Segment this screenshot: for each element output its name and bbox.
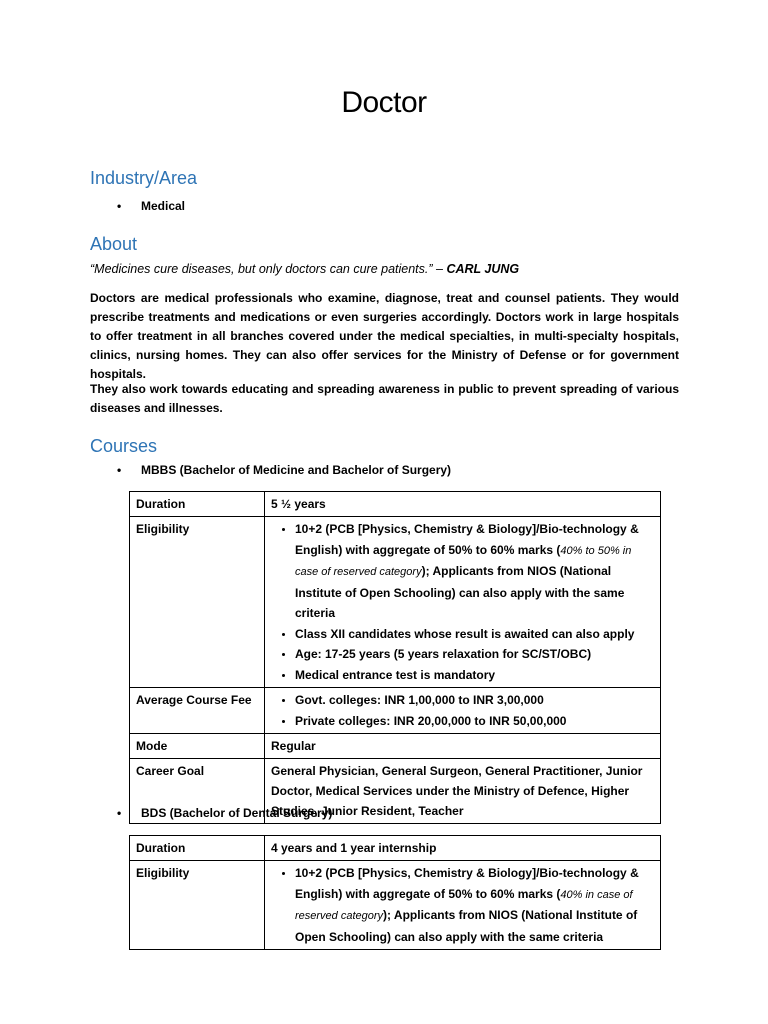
table-key: Career Goal bbox=[130, 759, 265, 824]
list-item: • Age: 17-25 years (5 years relaxation for SC/ST/OBC) bbox=[295, 644, 654, 665]
courses-heading: Courses bbox=[90, 436, 158, 456]
table-row bbox=[130, 688, 661, 734]
list-item: • 10+2 (PCB [Physics, Chemistry & Biology]/Bio-technology & English) with aggregate of 50% to 60% marks (40% in case of reserved category); Applicants from NIOS (National Institute of Open Schooling) can also apply with the same criteria bbox=[295, 863, 654, 947]
table-key: Eligibility bbox=[130, 517, 265, 688]
course-bds-item bbox=[117, 806, 333, 820]
eligibility-list bbox=[271, 519, 654, 685]
mbbs-table bbox=[129, 491, 661, 824]
table-row bbox=[130, 861, 661, 950]
industry-item bbox=[117, 199, 186, 213]
table-key: Eligibility bbox=[130, 861, 265, 950]
list-item: • Medical entrance test is mandatory bbox=[295, 665, 654, 686]
about-quote bbox=[90, 262, 519, 276]
page-title: Doctor bbox=[341, 86, 427, 119]
table-key: Average Course Fee bbox=[130, 688, 265, 734]
list-item: • Class XII candidates whose result is awaited can also apply bbox=[295, 624, 654, 645]
course-mbbs-item bbox=[117, 463, 452, 477]
table-row bbox=[130, 492, 661, 517]
industry-item-label: Medical bbox=[141, 199, 186, 213]
about-paragraph-1: Doctors are medical professionals who examine, diagnose, treat and counsel patients. They would prescribe treatments and medications or even surgeries accordingly. Doctors work in large hospitals to offer treatment in all branches covered under the medical specialties, in multi-specialty hospitals, clinics, nursing homes. They can also offer services for the Ministry of Defense or for government hospitals. bbox=[90, 291, 679, 381]
table-row bbox=[130, 517, 661, 688]
table-value bbox=[265, 688, 661, 734]
industry-heading: Industry/Area bbox=[90, 168, 198, 188]
table-value: 5 ½ years bbox=[265, 492, 661, 517]
about-paragraph-2: They also work towards educating and spreading awareness in public to prevent spreading of various diseases and illnesses. bbox=[90, 382, 679, 415]
table-key: Duration bbox=[130, 492, 265, 517]
table-row bbox=[130, 734, 661, 759]
table-key: Mode bbox=[130, 734, 265, 759]
bds-table bbox=[129, 835, 661, 950]
table-value: General Physician, General Surgeon, General Practitioner, Junior Doctor, Medical Services under the Ministry of Defence, Higher Studies, Junior Resident, Teacher bbox=[265, 759, 661, 824]
table-value: 4 years and 1 year internship bbox=[265, 836, 661, 861]
eligibility-list bbox=[271, 863, 654, 947]
quote-text: “Medicines cure diseases, but only doctors can cure patients.” – bbox=[90, 262, 447, 276]
quote-author: CARL JUNG bbox=[446, 262, 520, 276]
bullet-icon: • bbox=[117, 463, 122, 477]
bullet-icon: • bbox=[117, 806, 122, 820]
course-bds-title: BDS (Bachelor of Dental Surgery) bbox=[141, 806, 333, 820]
list-item: • 10+2 (PCB [Physics, Chemistry & Biology]/Bio-technology & English) with aggregate of 50% to 60% marks (40% to 50% in case of reserved category); Applicants from NIOS (National Institute of Open Schooling) can also apply with the same criteria bbox=[295, 519, 654, 624]
table-value bbox=[265, 861, 661, 950]
table-row bbox=[130, 836, 661, 861]
table-value bbox=[265, 517, 661, 688]
list-item: • Private colleges: INR 20,00,000 to INR 50,00,000 bbox=[295, 711, 654, 732]
course-mbbs-title: MBBS (Bachelor of Medicine and Bachelor of Surgery) bbox=[141, 463, 452, 477]
fee-list bbox=[271, 690, 654, 731]
table-value: Regular bbox=[265, 734, 661, 759]
about-heading: About bbox=[90, 234, 138, 254]
list-item: • Govt. colleges: INR 1,00,000 to INR 3,00,000 bbox=[295, 690, 654, 711]
table-key: Duration bbox=[130, 836, 265, 861]
bullet-icon: • bbox=[117, 199, 122, 213]
